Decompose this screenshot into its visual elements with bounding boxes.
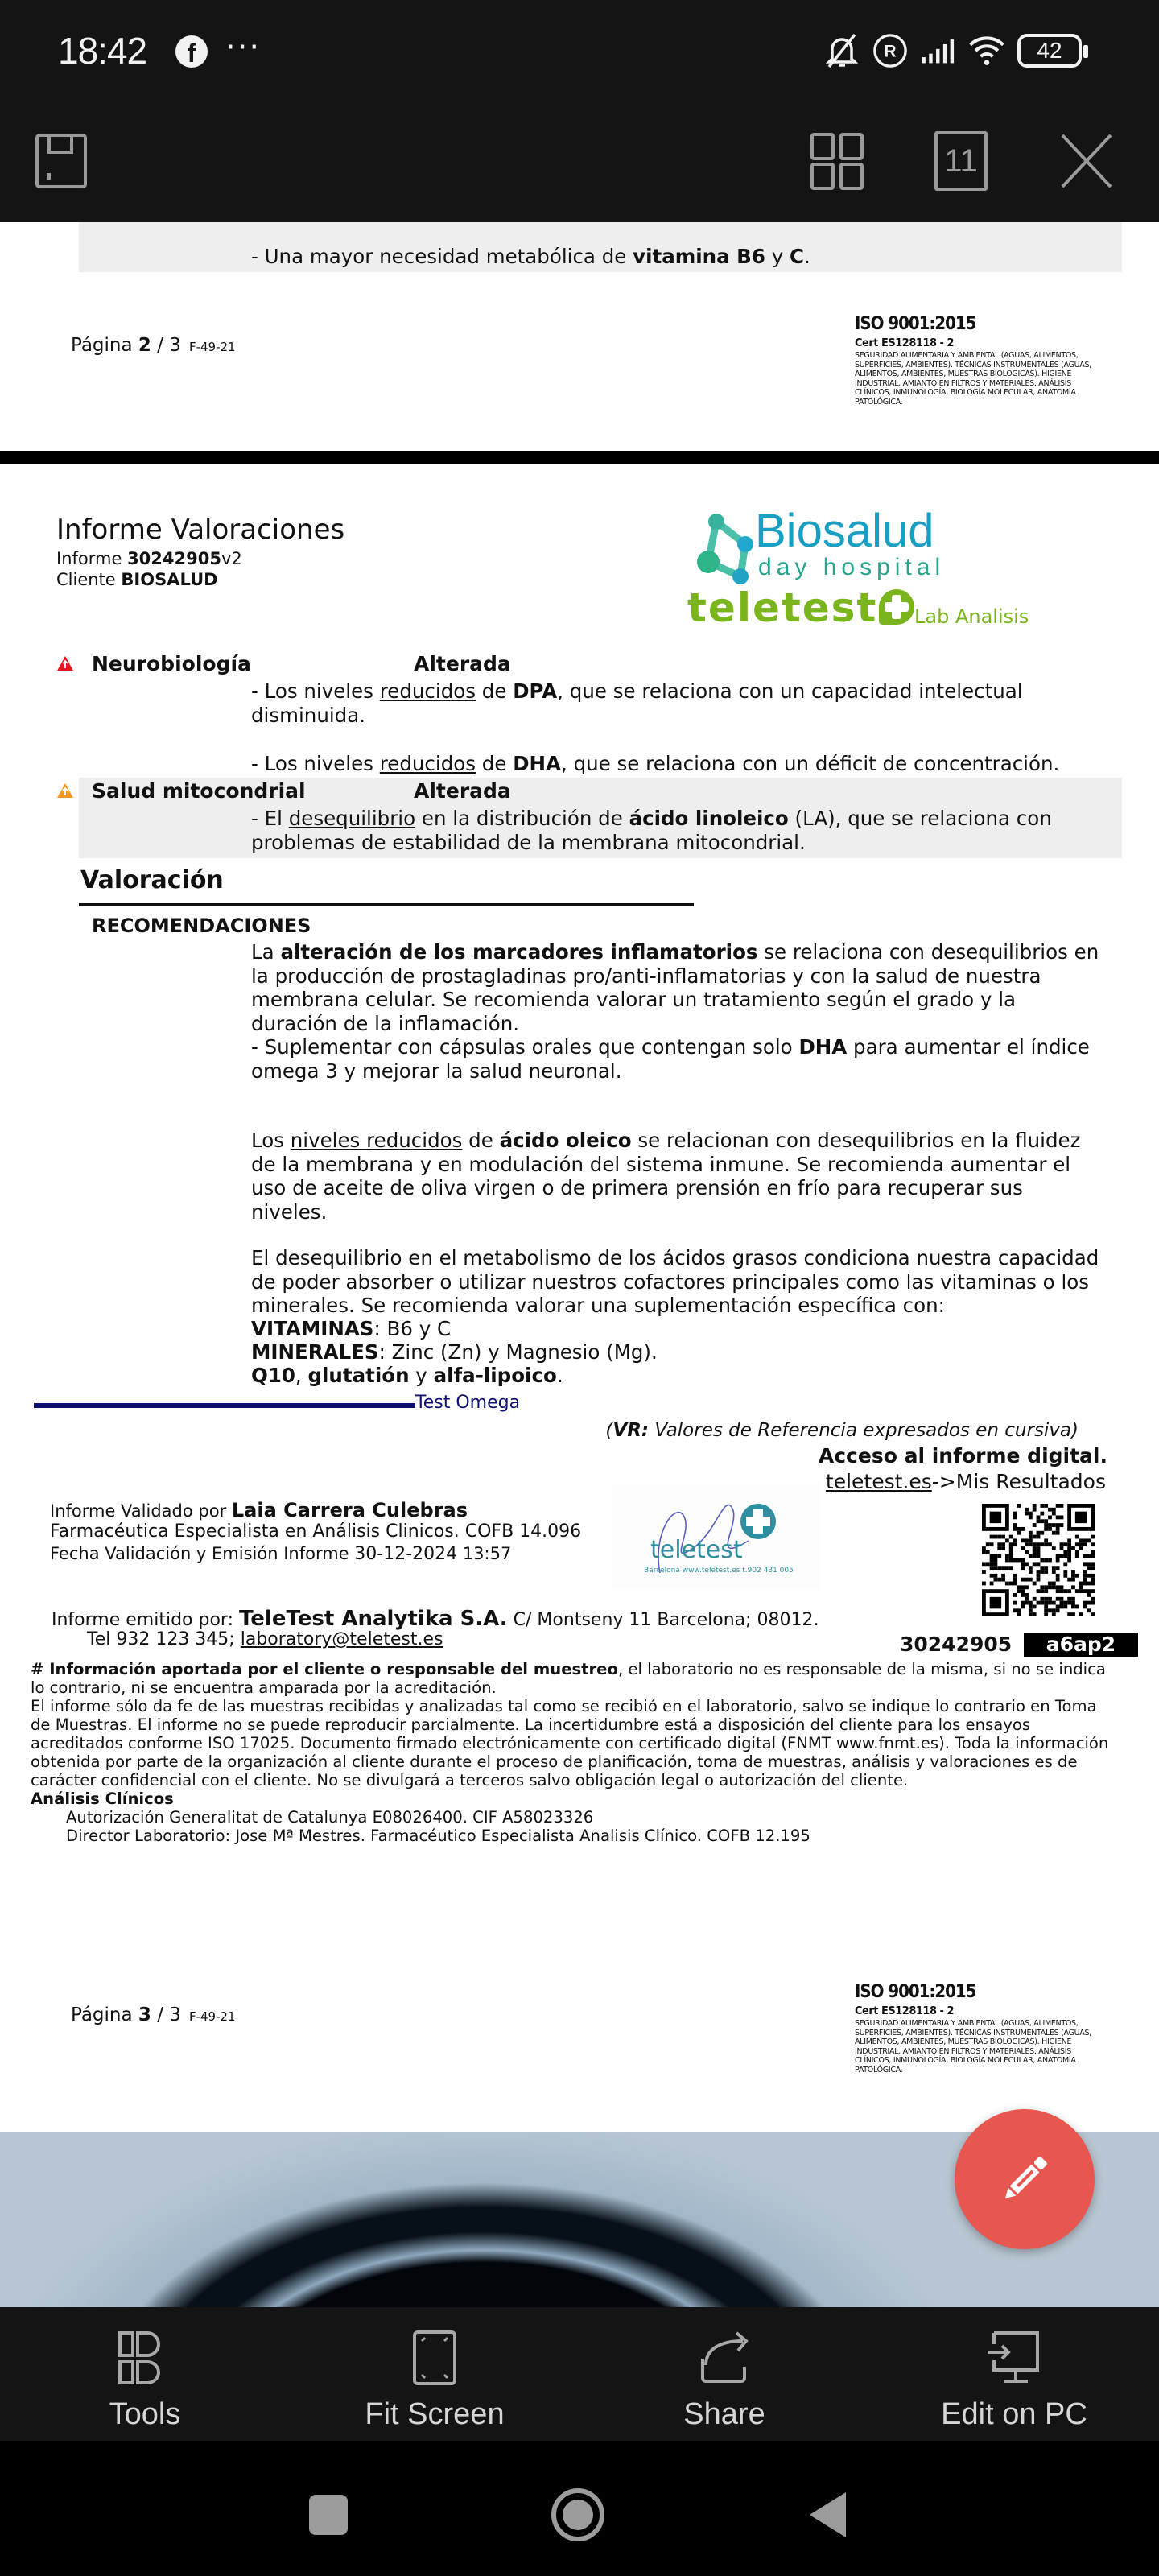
report-title: Informe Valoraciones bbox=[56, 514, 345, 546]
battery-icon: 42 bbox=[1017, 34, 1082, 68]
teletest-logo-subtext: Lab Analisis bbox=[914, 605, 1029, 628]
lab-stamp bbox=[612, 1484, 821, 1589]
iso-certification: ISO 9001:2015 Cert ES128118 - 2 SEGURIDAD ALIMENTARIA Y AMBIENTAL (AGUAS, ALIMENTOS, SUPERFICIES, AMBIENTES). TÉCNICAS INSTRUMENTALES (AGUAS, ALIMENTOS, AMBIENTES, MUESTRAS BIOLÓGICAS). HIGIENE INDUSTRIAL, AMIANTO EN FILTROS Y MATERIALES. ANÁLISIS CLÍNICOS, INMUNOLOGÍA, BIOLOGÍA MOLECULAR, ANATOMÍA PATOLÓGICA. bbox=[855, 314, 1091, 407]
page-indicator-button[interactable] bbox=[929, 129, 993, 193]
system-nav-bar bbox=[0, 2441, 1159, 2576]
biosalud-logo-icon bbox=[692, 512, 765, 584]
warning-orange-icon bbox=[56, 782, 74, 799]
recomendaciones-heading: RECOMENDACIONES bbox=[92, 914, 311, 937]
system-icons bbox=[824, 31, 1082, 71]
page-footer: Página 3 / 3 F-49-21 bbox=[71, 2004, 236, 2025]
tools-button[interactable]: Tools bbox=[0, 2307, 290, 2441]
signal-icon bbox=[921, 31, 956, 71]
recommendation-cofactors: El desequilibrio en el metabolismo de los ácidos grasos condiciona nuestra capacidad de poder absorber o utilizar nuestros cofactores principales como las vitaminas o los minerales. Se recomienda valorar una suplementación específica con: bbox=[251, 1246, 1099, 1317]
clock: 18:42 bbox=[58, 30, 147, 72]
finding-linoleic: - El desequilibrio en la distribución de ácido linoleico (LA), que se relaciona con problemas de estabilidad de la membrana mitocondrial. bbox=[251, 807, 1052, 854]
stamp-subtext: Barcelona www.teletest.es t.902 431 005 bbox=[644, 1567, 794, 1575]
contact-line: Tel 932 123 345; laboratory@teletest.es bbox=[87, 1629, 443, 1649]
biosalud-logo-subtext: day hospital bbox=[758, 554, 946, 580]
document-viewport[interactable] bbox=[0, 222, 1159, 2307]
registered-icon bbox=[872, 31, 908, 71]
recents-button[interactable] bbox=[296, 2483, 361, 2547]
report-code: a6ap2 bbox=[1024, 1633, 1138, 1657]
page-3-content bbox=[0, 222, 1159, 2307]
tools-icon bbox=[117, 2330, 173, 2386]
recents-icon bbox=[309, 2495, 348, 2535]
edit-on-pc-icon bbox=[986, 2330, 1042, 2386]
email-link[interactable]: laboratory@teletest.es bbox=[240, 1629, 443, 1649]
status-bar bbox=[0, 0, 1159, 105]
reference-note: (VR: Valores de Referencia expresados en cursiva) bbox=[605, 1420, 1079, 1441]
close-button[interactable] bbox=[1054, 129, 1119, 193]
recommendation-vitamins: VITAMINAS: B6 y C bbox=[251, 1317, 452, 1340]
thumbnails-button[interactable] bbox=[805, 129, 869, 193]
home-icon bbox=[550, 2487, 606, 2543]
home-button[interactable] bbox=[546, 2483, 610, 2547]
biosalud-logo-text: Biosalud bbox=[755, 505, 934, 557]
fit-screen-button[interactable]: Fit Screen bbox=[290, 2307, 580, 2441]
bottom-toolbar bbox=[0, 2307, 1159, 2441]
digital-access-title: Acceso al informe digital. bbox=[818, 1444, 1107, 1468]
edit-fab-button[interactable] bbox=[955, 2109, 1095, 2249]
teletest-link[interactable]: teletest.es bbox=[825, 1470, 932, 1493]
recommendation-q10: Q10, glutatión y alfa-lipoico. bbox=[251, 1364, 563, 1387]
client-line: Cliente BIOSALUD bbox=[56, 570, 218, 589]
svg-text:R: R bbox=[884, 42, 897, 61]
save-button[interactable] bbox=[29, 129, 93, 193]
document-toolbar bbox=[0, 105, 1159, 222]
lab-logos bbox=[681, 505, 1043, 646]
share-button[interactable]: Share bbox=[580, 2307, 869, 2441]
validator-role: Farmacéutica Especialista en Análisis Clinicos. COFB 14.096 bbox=[50, 1521, 582, 1542]
legal-notice: # Información aportada por el cliente o responsable del muestreo, el laboratorio no es responsable de la misma, si no se indica lo contrario, ni se encuentra amparada por la acreditación. El informe sólo da fe de las muestras recibidas y analizadas tal como se recibió en el laboratorio, salvo se indique lo contrario en Toma de Muestras. El informe no se puede reproducir parcialmente. La incertidumbre está a disposición del cliente para los ensayos acreditados conforme ISO 17025. Documento firmado electrónicamente con certificado digital (FNMT www.fnmt.es). Toda la información obtenida por parte de la organización al cliente durante el proceso de planificación, toma de muestras, análisis y valoraciones es de carácter confidencial con el cliente. No se divulgará a terceros salvo obligación legal o autorización del cliente. Análisis Clínicos Autorización Generalitat de Catalunya E08026400. CIF A58023326 Director Laboratorio: Jose Mª Mestres. Farmacéutico Especialista Analisis Clínico. COFB 12.195 bbox=[31, 1660, 1109, 1845]
iso-certification: ISO 9001:2015 Cert ES128118 - 2 SEGURIDAD ALIMENTARIA Y AMBIENTAL (AGUAS, ALIMENTOS, SUPERFICIES, AMBIENTES). TÉCNICAS INSTRUMENTALES (AGUAS, ALIMENTOS, AMBIENTES, MUESTRAS BIOLÓGICAS). HIGIENE INDUSTRIAL, AMIANTO EN FILTROS Y MATERIALES. ANÁLISIS CLÍNICOS, INMUNOLOGÍA, BIOLOGÍA MOLECULAR, ANATOMÍA PATOLÓGICA. bbox=[855, 1982, 1091, 2074]
section-salud-mitocondrial: Salud mitocondrial Alterada bbox=[56, 779, 1123, 805]
issued-by: Informe emitido por: TeleTest Analytika S.A. C/ Montseny 11 Barcelona; 08012. bbox=[52, 1607, 819, 1631]
qr-code[interactable] bbox=[982, 1504, 1095, 1616]
close-icon bbox=[1058, 133, 1115, 189]
recommendation-minerals: MINERALES: Zinc (Zn) y Magnesio (Mg). bbox=[251, 1340, 658, 1364]
page2-last-line: - Una mayor necesidad metabólica de vitamina B6 y C. bbox=[251, 245, 810, 268]
edit-on-pc-button[interactable]: Edit on PC bbox=[869, 2307, 1159, 2441]
mute-icon bbox=[824, 31, 860, 71]
fit-screen-icon bbox=[412, 2330, 457, 2386]
digital-access-link: teletest.es->Mis Resultados bbox=[825, 1470, 1106, 1493]
share-icon bbox=[696, 2330, 753, 2386]
divider bbox=[79, 903, 694, 906]
finding-dpa: - Los niveles reducidos de DPA, que se relaciona con un capacidad intelectual disminuida. bbox=[251, 679, 1023, 727]
section-neurobiologia: Neurobiología Alterada bbox=[56, 652, 1123, 678]
report-number: 30242905 bbox=[900, 1633, 1013, 1656]
recommendation-dha: - Suplementar con cápsulas orales que contengan solo DHA para aumentar el índice omega 3 y mejorar la salud neuronal. bbox=[251, 1035, 1090, 1083]
report-number-line: Informe 30242905v2 bbox=[56, 549, 242, 568]
recommendation-inflammation: La alteración de los marcadores inflamatorios se relaciona con desequilibrios en la producción de prostagladinas pro/anti-inflamatorias y con la salud de nuestra membrana celular. Se recomienda valorar un tratamiento según el grado y la duración de la inflamación. bbox=[251, 940, 1099, 1035]
teletest-cross-icon bbox=[879, 589, 914, 625]
pencil-icon bbox=[992, 2147, 1057, 2211]
valoracion-heading: Valoración bbox=[80, 866, 224, 894]
teletest-logo-text: teletest bbox=[687, 584, 878, 631]
recommendation-oleic: Los niveles reducidos de ácido oleico se relacionan con desequilibrios en la fluidez de la membrana y en modulación del sistema inmune. Se recomienda aumentar el uso de aceite de oliva virgen o de primera prensión en frío para recuperar sus niveles. bbox=[251, 1129, 1081, 1224]
finding-dha: - Los niveles reducidos de DHA, que se relaciona con un déficit de concentración. bbox=[251, 752, 1060, 775]
warning-red-icon bbox=[56, 655, 74, 671]
page-footer: Página 2 / 3 F-49-21 bbox=[71, 335, 236, 356]
more-notifications-icon: ··· bbox=[225, 29, 262, 66]
back-icon bbox=[809, 2491, 849, 2539]
wifi-icon bbox=[969, 31, 1004, 71]
save-icon bbox=[33, 133, 89, 189]
test-divider bbox=[34, 1403, 415, 1408]
thumbnail-grid-icon bbox=[810, 132, 864, 190]
facebook-icon: f bbox=[175, 35, 208, 68]
stamp-cross-icon bbox=[740, 1504, 776, 1539]
test-name: Test Omega bbox=[415, 1393, 521, 1413]
page-indicator: 11 bbox=[934, 131, 988, 191]
stamp-name: teletest bbox=[650, 1536, 743, 1564]
validated-by: Informe Validado por Laia Carrera Culebras bbox=[50, 1499, 468, 1521]
validation-date: Fecha Validación y Emisión Informe 30-12-2024 13:57 bbox=[50, 1544, 512, 1564]
back-button[interactable] bbox=[797, 2483, 861, 2547]
